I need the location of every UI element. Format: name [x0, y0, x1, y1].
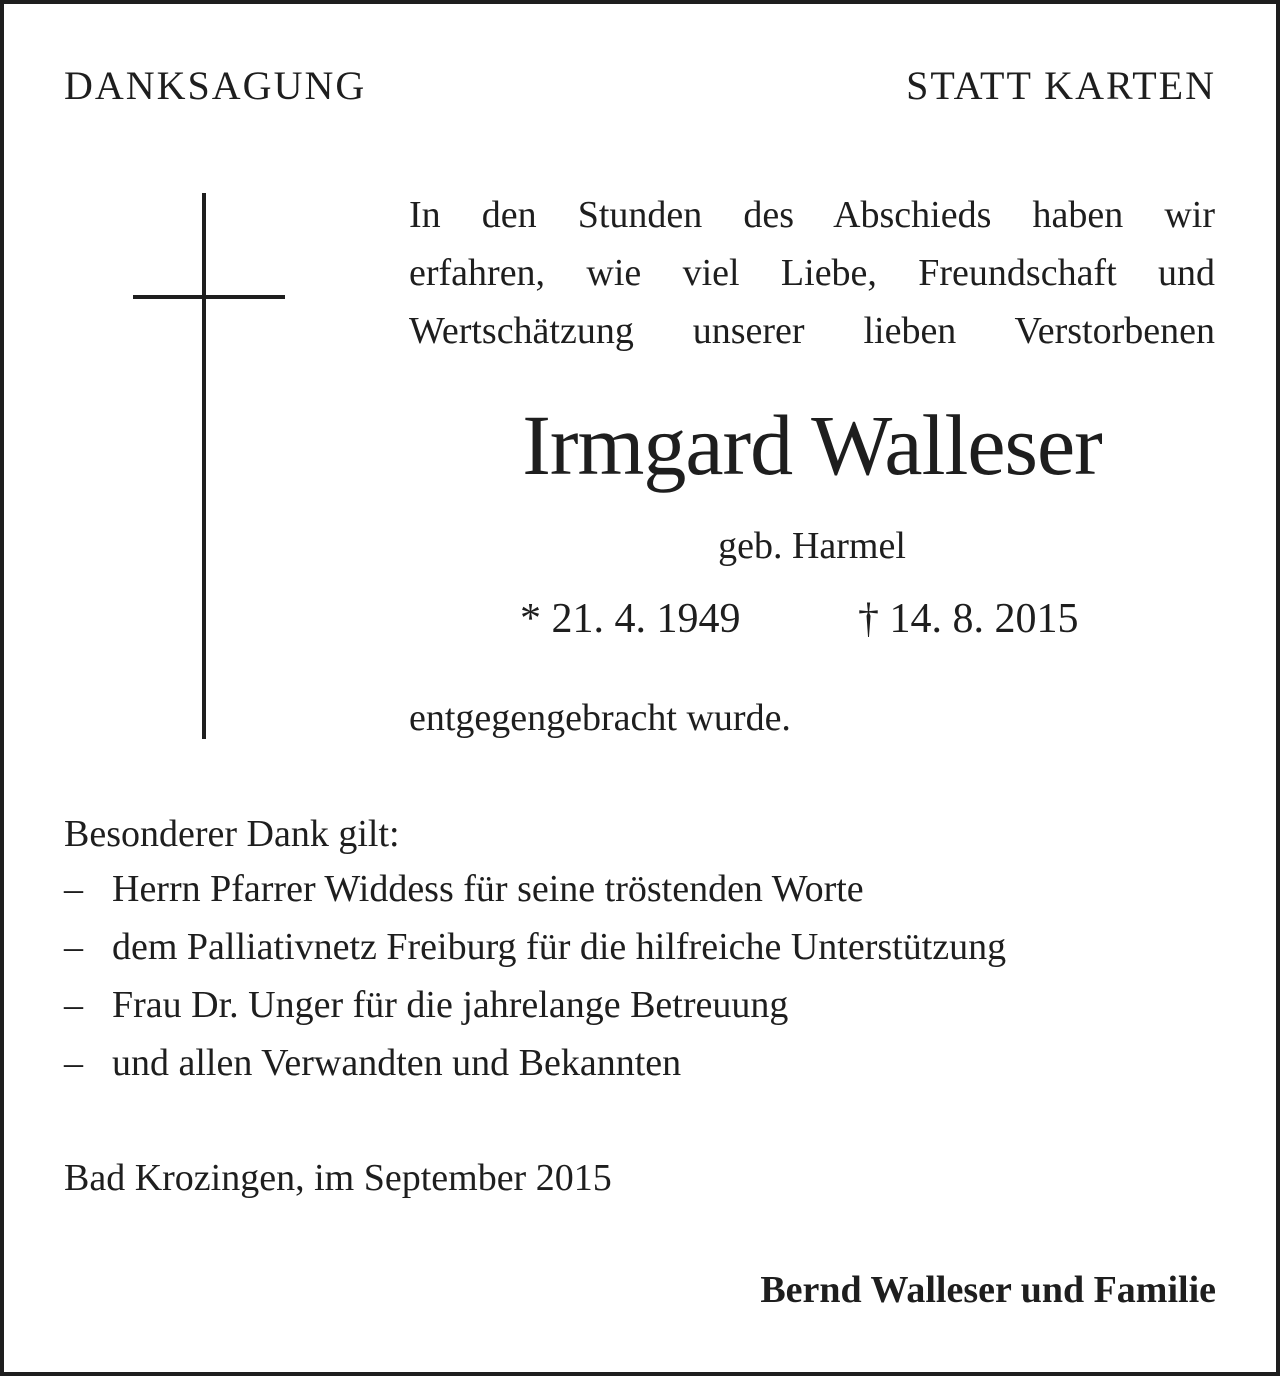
cross-vertical-bar: [202, 193, 206, 739]
deceased-maiden-name: geb. Harmel: [718, 525, 906, 567]
dash-bullet: –: [64, 926, 83, 968]
thanks-item-text: Herrn Pfarrer Widdess für seine tröstenden Worte: [112, 868, 864, 910]
dash-bullet: –: [64, 1042, 83, 1084]
thanks-list-item: [64, 1034, 681, 1092]
intro-line-3: Wertschätzung unserer lieben Verstorbenen: [409, 310, 1215, 352]
thanks-list-item: [64, 918, 1006, 976]
thanks-list-item: [64, 860, 864, 918]
thanks-item-text: und allen Verwandten und Bekannten: [112, 1042, 682, 1084]
thanks-list-item: [64, 976, 788, 1034]
intro-closing-line: entgegengebracht wurde.: [409, 697, 791, 739]
signature: Bernd Walleser und Familie: [760, 1269, 1216, 1311]
dash-bullet: –: [64, 868, 83, 910]
thanks-heading: Besonderer Dank gilt:: [64, 813, 400, 855]
death-date: † 14. 8. 2015: [858, 596, 1079, 642]
thanks-item-text: Frau Dr. Unger für die jahrelange Betreuung: [112, 984, 789, 1026]
intro-line-1: In den Stunden des Abschieds haben wir: [409, 194, 1215, 236]
intro-line-2: erfahren, wie viel Liebe, Freundschaft und: [409, 252, 1215, 294]
cross-horizontal-bar: [133, 295, 285, 299]
header-thanks-label: DANKSAGUNG: [64, 63, 367, 108]
place-and-date: Bad Krozingen, im September 2015: [64, 1157, 612, 1199]
deceased-name: Irmgard Walleser: [522, 397, 1102, 493]
thanks-item-text: dem Palliativnetz Freiburg für die hilfreiche Unterstützung: [112, 926, 1007, 968]
dash-bullet: –: [64, 984, 83, 1026]
header-instead-of-cards-label: STATT KARTEN: [906, 63, 1216, 108]
birth-date: * 21. 4. 1949: [520, 596, 741, 642]
